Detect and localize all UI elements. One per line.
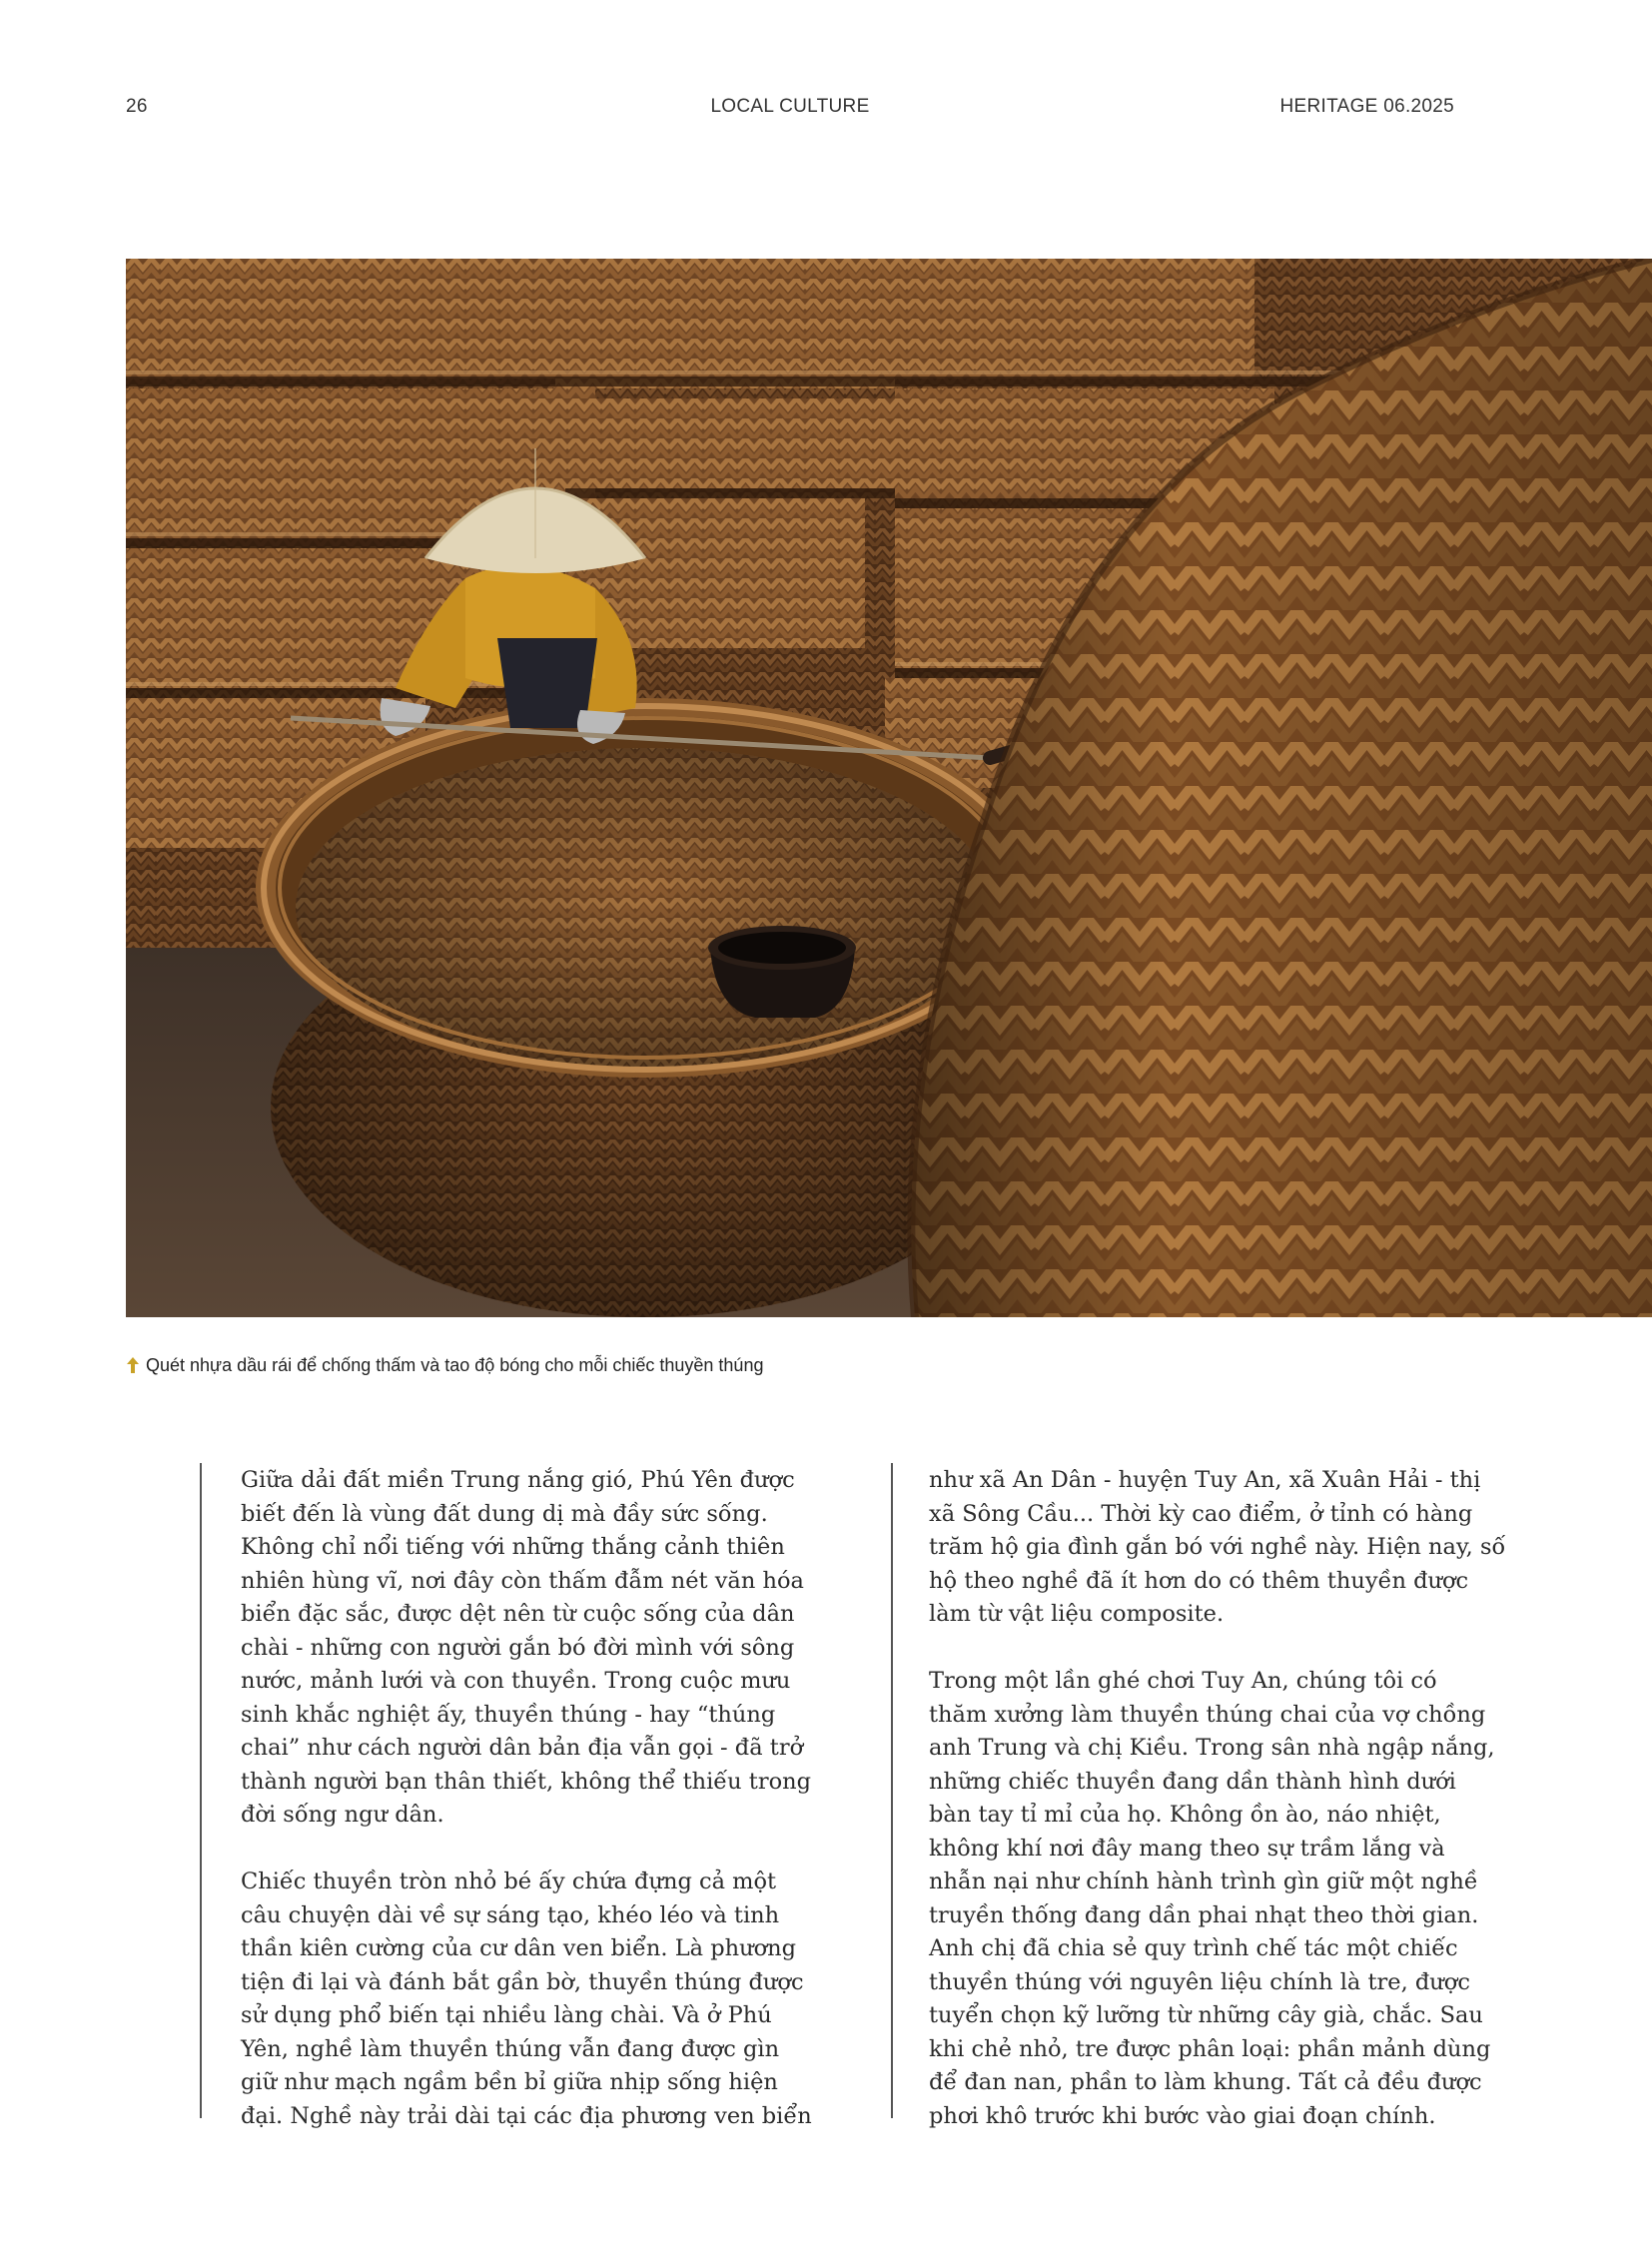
text-line: hộ theo nghề đã ít hơn do có thêm thuyền được — [929, 1567, 1469, 1594]
paragraph — [241, 1866, 812, 2133]
left-column-rule — [200, 1463, 202, 2118]
text-line: nhiên hùng vĩ, nơi đây còn thấm đẫm nét văn hóa — [241, 1567, 804, 1594]
page-number: 26 — [126, 96, 148, 117]
text-line: trăm hộ gia đình gắn bó với nghề này. Hiện nay, số — [929, 1534, 1506, 1560]
text-line: nhẫn nại như chính hành trình gìn giữ một nghề — [929, 1868, 1478, 1894]
text-line: làm từ vật liệu composite. — [929, 1601, 1225, 1627]
text-line: thành người bạn thân thiết, không thể thiếu trong — [241, 1768, 812, 1795]
left-column — [241, 1464, 812, 2133]
paragraph — [929, 1464, 1506, 1632]
text-line: tuyển chọn kỹ lưỡng từ những cây già, chắc. Sau — [929, 2002, 1483, 2028]
text-line: không khí nơi đây mang theo sự trầm lắng và — [929, 1835, 1445, 1862]
paragraph — [929, 1665, 1495, 2133]
text-line: anh Trung và chị Kiều. Trong sân nhà ngập nắng, — [929, 1735, 1495, 1761]
text-line: bàn tay tỉ mỉ của họ. Không ồn ào, náo nhiệt, — [929, 1802, 1441, 1828]
paragraph — [241, 1464, 812, 1833]
text-line: Chiếc thuyền tròn nhỏ bé ấy chứa đựng cả một — [241, 1868, 777, 1894]
text-line: chai” như cách người dân bản địa vẫn gọi - đã trở — [241, 1735, 804, 1761]
text-line: chài - những con người gắn bó đời mình với sông — [241, 1634, 795, 1661]
text-line: Giữa dải đất miền Trung nắng gió, Phú Yên được — [241, 1467, 795, 1493]
text-line: biển đặc sắc, được dệt nên từ cuộc sống của dân — [241, 1601, 795, 1627]
arrow-up-icon — [126, 1356, 140, 1374]
section-title: LOCAL CULTURE — [710, 96, 870, 117]
issue-label: HERITAGE 06.2025 — [1279, 96, 1454, 117]
running-header — [126, 96, 1454, 124]
text-line: thăm xưởng làm thuyền thúng chai của vợ chồng — [929, 1701, 1486, 1728]
text-line: giữ như mạch ngầm bền bỉ giữa nhịp sống hiện — [241, 2069, 778, 2095]
article-photo — [126, 259, 1652, 1317]
text-line: thần kiên cường của cư dân ven biển. Là phương — [241, 1935, 797, 1961]
right-column-rule — [891, 1463, 893, 2118]
text-line: Anh chị đã chia sẻ quy trình chế tác một chiếc — [929, 1935, 1458, 1961]
text-line: Không chỉ nổi tiếng với những thắng cảnh thiên — [241, 1534, 785, 1560]
arrow-up-shape — [127, 1357, 139, 1373]
photo-caption — [126, 1355, 763, 1376]
text-line: những chiếc thuyền đang dần thành hình dưới — [929, 1768, 1456, 1795]
text-line: khi chẻ nhỏ, tre được phân loại: phần mảnh dùng — [929, 2035, 1491, 2062]
text-line: như xã An Dân - huyện Tuy An, xã Xuân Hải - thị — [929, 1467, 1481, 1493]
text-line: để đan nan, phần to làm khung. Tất cả đều được — [929, 2069, 1482, 2095]
text-line: đại. Nghề này trải dài tại các địa phương ven biển — [241, 2102, 812, 2129]
text-line: biết đến là vùng đất dung dị mà đầy sức sống. — [241, 1500, 768, 1527]
text-line: Yên, nghề làm thuyền thúng vẫn đang được gìn — [241, 2035, 780, 2062]
text-line: thuyền thúng với nguyên liệu chính là tre, được — [929, 1968, 1470, 1995]
text-line: câu chuyện dài về sự sáng tạo, khéo léo và tinh — [241, 1901, 780, 1928]
text-line: đời sống ngư dân. — [241, 1802, 444, 1828]
text-line: xã Sông Cầu... Thời kỳ cao điểm, ở tỉnh có hàng — [929, 1500, 1473, 1527]
text-line: sinh khắc nghiệt ấy, thuyền thúng - hay “thúng — [241, 1701, 776, 1728]
text-line: sử dụng phổ biến tại nhiều làng chài. Và ở Phú — [241, 2002, 772, 2028]
text-line: phơi khô trước khi bước vào giai đoạn chính. — [929, 2102, 1436, 2129]
text-line: tiện đi lại và đánh bắt gần bờ, thuyền thúng được — [241, 1968, 804, 1995]
text-line: truyền thống đang dần phai nhạt theo thời gian. — [929, 1901, 1479, 1928]
text-line: nước, mảnh lưới và con thuyền. Trong cuộc mưu — [241, 1668, 791, 1694]
caption-text: Quét nhựa dầu rái để chống thấm và tao độ bóng cho mỗi chiếc thuyền thúng — [146, 1355, 764, 1375]
text-line: Trong một lần ghé chơi Tuy An, chúng tôi có — [929, 1668, 1437, 1694]
right-column — [929, 1464, 1506, 2133]
